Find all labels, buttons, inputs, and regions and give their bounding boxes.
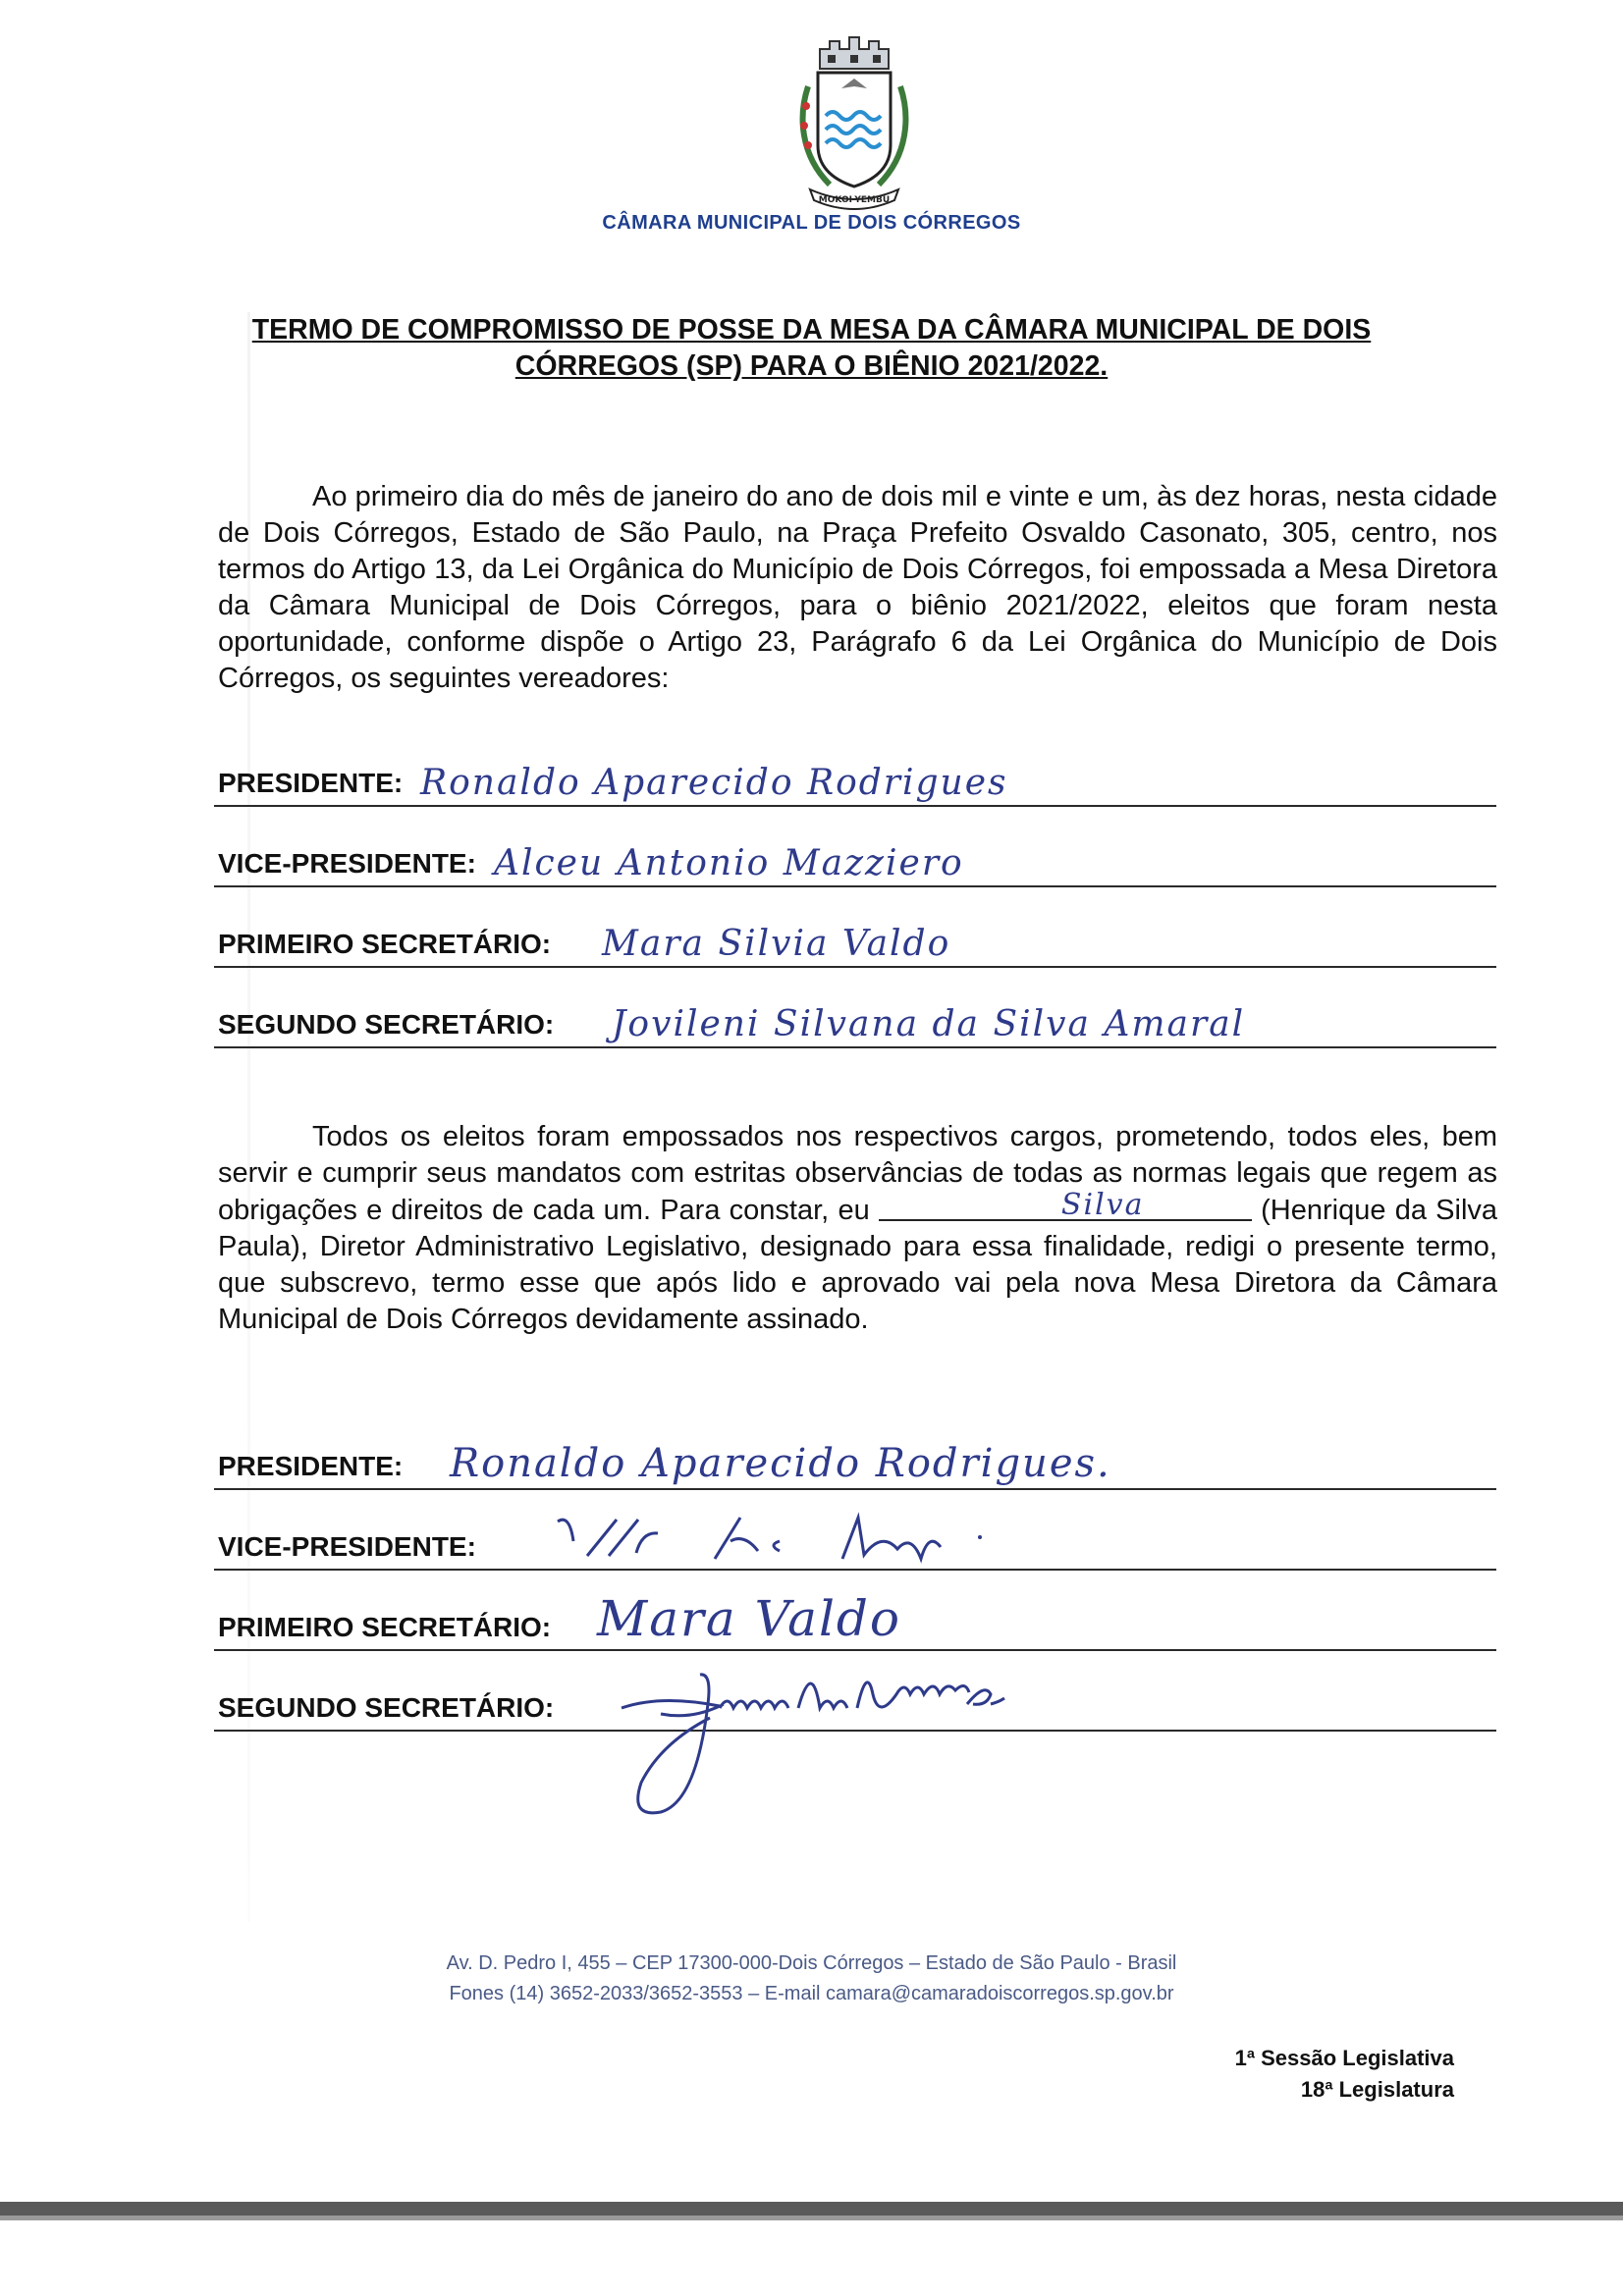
first-secretary-signature: Mara Valdo [597, 1590, 902, 1647]
document-title [196, 312, 1427, 385]
signature-row-first-secretary [214, 1590, 1496, 1651]
closing-paragraph-part-1: Todos os eleitos foram empossados nos respectivos cargos, prometendo, todos eles, bem servir e cumprir seus mandatos com estritas observâncias de todas as normas legais que regem as obrigações e direitos de cada um. Para constar, eu [218, 1121, 1497, 1226]
vice-president-signature [548, 1512, 1000, 1571]
role-label: SEGUNDO SECRETÁRIO: [218, 1009, 555, 1040]
handwritten-name: Mara Silvia Valdo [602, 924, 951, 964]
footer-contact: Fones (14) 3652-2033/3652-3553 – E-mail camara@camaradoiscorregos.sp.gov.br [449, 1983, 1174, 2004]
signature-row-second-secretary [214, 1690, 1496, 1732]
clerk-signature-blank [879, 1188, 1252, 1222]
closing-paragraph-part-2: (Henrique da Silva Paula), Diretor Administrativo Legislativo, designado para essa finalidade, redigi o presente termo, que subscrevo, termo esse que após lido e aprovado vai pela nova Mesa Diretora da Câmara Municipal de Dois Córregos devidamente assinado. [218, 1195, 1498, 1335]
handwritten-name: Ronaldo Aparecido Rodrigues [420, 763, 1008, 803]
opening-paragraph: Ao primeiro dia do mês de janeiro do ano de dois mil e vinte e um, às dez horas, nesta cidade de Dois Córregos, Estado de São Paulo, na Praça Prefeito Osvaldo Casonato, 305, centro, nos termos do Artigo 13, da Lei Orgânica do Município de Dois Córregos, foi empossada a Mesa Diretora da Câmara Municipal de Dois Córregos, para o biênio 2021/2022, eleitos que foram nesta oportunidade, conforme dispõe o Artigo 23, Parágrafo 6 da Lei Orgânica do Município de Dois Córregos, os seguintes vereadores: [218, 481, 1497, 694]
title-line-2: CÓRREGOS (SP) PARA O BIÊNIO 2021/2022. [514, 350, 1109, 382]
footer-address-block [0, 1949, 1623, 2009]
footer-address: Av. D. Pedro I, 455 – CEP 17300-000-Dois Córregos – Estado de São Paulo - Brasil [446, 1952, 1177, 1974]
scan-border-bottom [0, 2202, 1623, 2216]
role-label: PRESIDENTE: [218, 768, 404, 798]
handwritten-name: Alceu Antonio Mazziero [494, 843, 964, 883]
title-line-1: TERMO DE COMPROMISSO DE POSSE DA MESA DA CÂMARA MUNICIPAL DE DOIS [251, 314, 1372, 346]
institution-name: CÂMARA MUNICIPAL DE DOIS CÓRREGOS [602, 212, 1021, 234]
role-row-second-secretary-name [214, 1004, 1496, 1048]
role-label: PRIMEIRO SECRETÁRIO: [218, 929, 552, 959]
president-signature: Ronaldo Aparecido Rodrigues. [450, 1441, 1111, 1486]
clerk-signature: Silva [1060, 1188, 1145, 1222]
session-info [1235, 2043, 1454, 2106]
role-label: VICE-PRESIDENTE: [218, 1531, 476, 1562]
role-label: SEGUNDO SECRETÁRIO: [218, 1692, 555, 1723]
signature-row-vice-president [214, 1529, 1496, 1571]
role-row-vice-president-name [214, 843, 1496, 887]
handwritten-name: Jovileni Silvana da Silva Amaral [612, 1004, 1246, 1044]
legislature: 18ª Legislatura [1300, 2077, 1454, 2102]
second-secretary-signature [602, 1665, 1034, 1832]
role-label: VICE-PRESIDENTE: [218, 848, 476, 879]
municipal-crest-logo [781, 27, 928, 214]
scan-border-bottom-shade [0, 2216, 1623, 2220]
role-label: PRESIDENTE: [218, 1451, 404, 1481]
crest-motto: MOKOI-YEMBU [818, 195, 891, 205]
role-row-president-name [214, 763, 1496, 807]
role-row-first-secretary-name [214, 924, 1496, 968]
legislative-session: 1ª Sessão Legislativa [1234, 2046, 1454, 2070]
role-label: PRIMEIRO SECRETÁRIO: [218, 1612, 552, 1642]
signature-row-president [214, 1441, 1496, 1490]
closing-paragraph [218, 1119, 1497, 1338]
